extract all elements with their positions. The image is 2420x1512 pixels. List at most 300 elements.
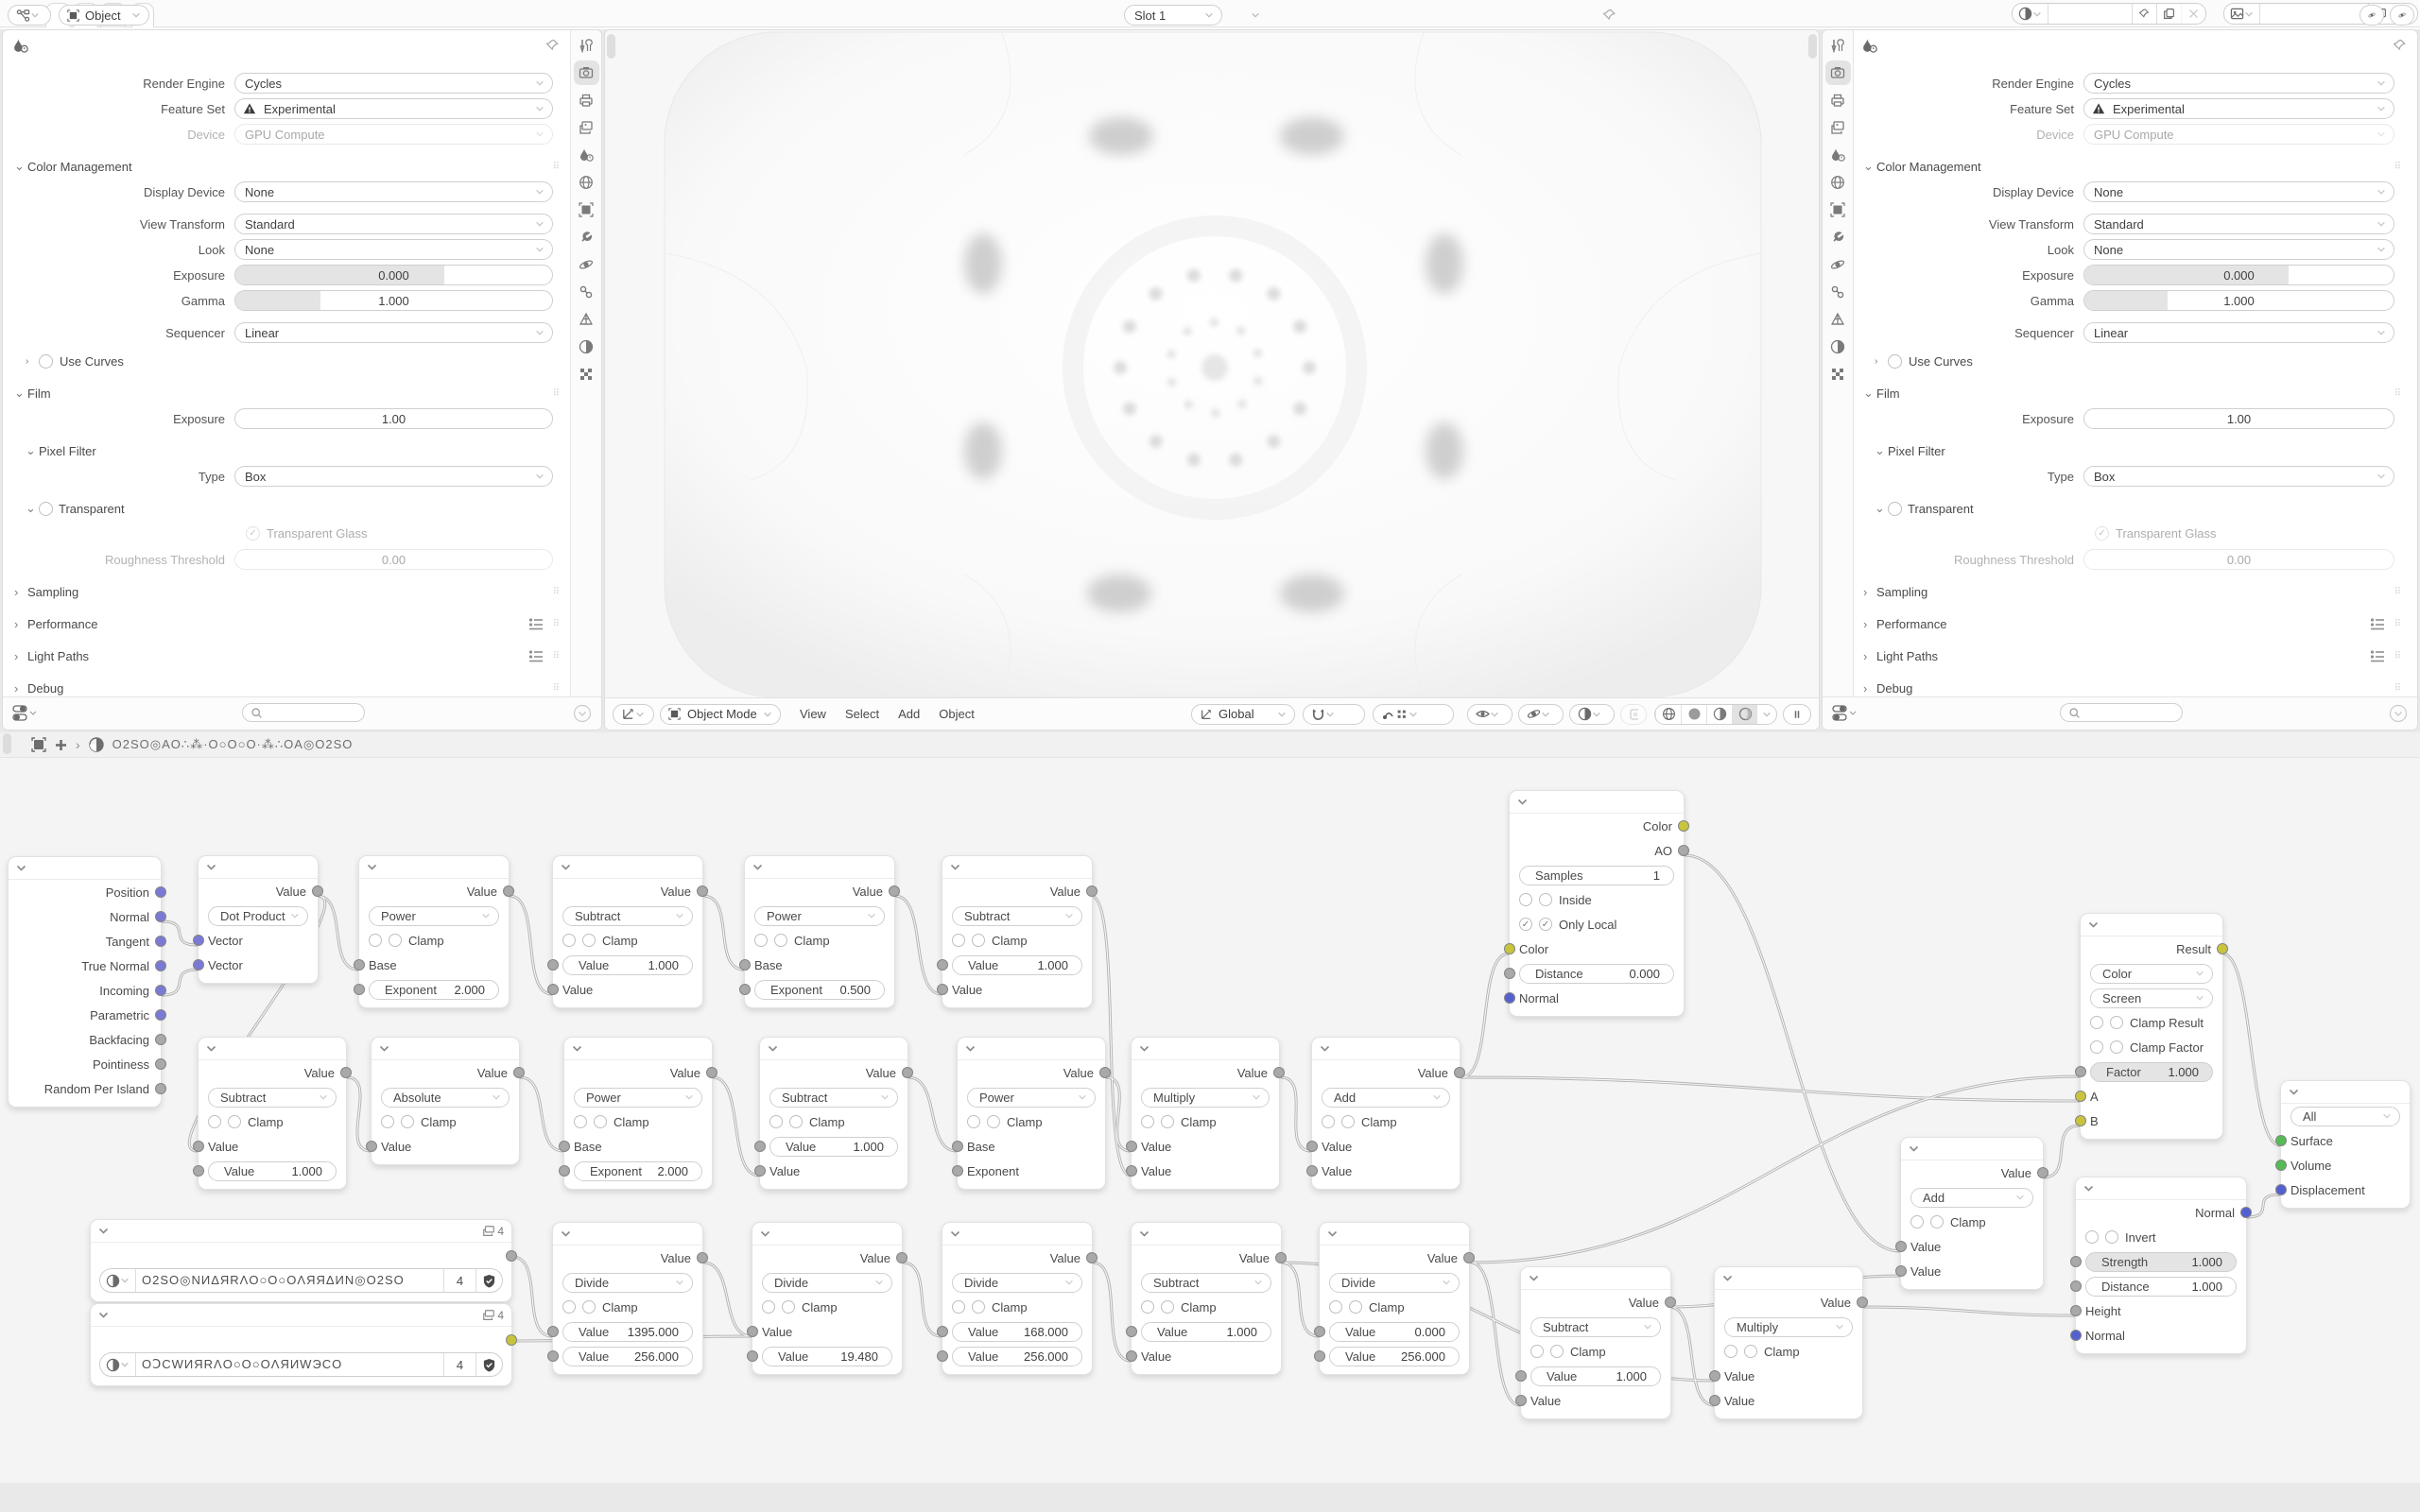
editor-type-button[interactable] [8, 5, 51, 26]
node-checkbox-clamp[interactable] [1322, 1115, 1335, 1128]
node-value-exponent[interactable] [369, 980, 499, 1000]
input-socket-distance[interactable] [1504, 968, 1515, 979]
output-socket-ao[interactable] [1678, 845, 1689, 856]
node-checkbox-clamp[interactable] [789, 1115, 803, 1128]
properties-tab-output[interactable] [1825, 88, 1851, 112]
section-checkbox[interactable] [1888, 502, 1902, 516]
node-value-value[interactable] [952, 1322, 1082, 1342]
node-header[interactable] [1510, 791, 1684, 814]
input-socket-value[interactable] [937, 1326, 948, 1337]
section-color-management[interactable] [1863, 156, 2402, 177]
output-socket-value[interactable] [513, 1067, 525, 1078]
node-checkbox-clamp[interactable] [1141, 1115, 1154, 1128]
input-socket-value[interactable] [547, 1350, 559, 1362]
node-header[interactable] [752, 1223, 902, 1246]
node-dropdown-divide[interactable] [762, 1273, 892, 1293]
dropdown-experimental[interactable] [234, 98, 553, 119]
node-dropdown-power[interactable] [754, 906, 885, 926]
node-bump[interactable] [2075, 1177, 2247, 1354]
output-socket-incoming[interactable] [155, 985, 166, 996]
input-socket-base[interactable] [952, 1141, 963, 1152]
dropdown-box[interactable] [234, 466, 553, 487]
node-dropdown-divide[interactable] [952, 1273, 1082, 1293]
use-curves-checkbox[interactable] [39, 354, 53, 369]
editor-type-button[interactable] [613, 704, 654, 725]
node-dropdown-dot-product[interactable] [208, 906, 308, 926]
node-checkbox-invert[interactable] [2105, 1230, 2118, 1244]
output-socket-value[interactable] [1454, 1067, 1465, 1078]
properties-tab-object[interactable] [1825, 198, 1851, 222]
pin-icon[interactable] [545, 38, 561, 53]
output-socket-value[interactable] [312, 885, 323, 897]
section-light-paths[interactable] [1863, 645, 2402, 666]
search-input[interactable] [242, 703, 365, 722]
node-power-2[interactable] [744, 855, 895, 1008]
region-toggle-node[interactable] [3, 733, 11, 754]
output-socket-value[interactable] [1086, 1252, 1098, 1263]
dropdown-gpu-compute[interactable] [234, 124, 553, 145]
node-header[interactable] [359, 856, 509, 879]
node-value-value[interactable] [1530, 1366, 1661, 1386]
node-value-value[interactable] [1329, 1322, 1460, 1342]
orientation-dropdown[interactable] [1191, 704, 1295, 725]
node-dropdown-multiply[interactable] [1724, 1317, 1853, 1337]
node-value-value[interactable] [562, 1347, 693, 1366]
shading-solid[interactable] [1681, 705, 1706, 724]
node-header[interactable] [2076, 1177, 2246, 1200]
node-checkbox-clamp[interactable] [972, 1300, 985, 1314]
viewport-3d[interactable] [604, 29, 1820, 730]
node-power-3[interactable] [563, 1037, 713, 1190]
input-socket-value[interactable] [1515, 1370, 1527, 1382]
node-divide-2[interactable] [752, 1222, 903, 1375]
input-socket-volume[interactable] [2275, 1160, 2287, 1171]
input-socket-value[interactable] [754, 1165, 766, 1177]
menu-object[interactable]: Object [939, 707, 975, 721]
slot-dropdown[interactable] [1124, 5, 1222, 26]
input-socket-value[interactable] [1709, 1370, 1720, 1382]
node-header[interactable] [1132, 1223, 1281, 1246]
node-value-strength[interactable] [2085, 1252, 2237, 1272]
output-socket[interactable] [506, 1334, 517, 1346]
node-header[interactable] [91, 1220, 511, 1243]
image-icon[interactable] [2224, 4, 2259, 24]
shading-dropdown[interactable] [1757, 710, 1776, 719]
dropdown-standard[interactable] [2083, 214, 2394, 234]
node-header[interactable] [1521, 1267, 1670, 1290]
properties-tab-modifier[interactable] [574, 225, 599, 249]
node-checkbox-clamp[interactable] [782, 1300, 795, 1314]
node-header[interactable] [91, 1304, 511, 1327]
node-header[interactable] [942, 1223, 1092, 1246]
node-checkbox-clamp[interactable] [769, 1115, 783, 1128]
section-debug[interactable] [1863, 678, 2402, 696]
menu-view[interactable]: View [800, 707, 826, 721]
pin-icon[interactable] [2393, 38, 2408, 53]
properties-tab-texture[interactable] [1825, 362, 1851, 387]
input-socket-vector[interactable] [193, 935, 204, 946]
node-subtract-3[interactable] [198, 1037, 347, 1190]
node-checkbox-clamp[interactable] [228, 1115, 241, 1128]
input-socket-value[interactable] [1314, 1350, 1325, 1362]
node-checkbox-clamp[interactable] [582, 934, 596, 947]
input-socket-value[interactable] [366, 1141, 377, 1152]
properties-tab-constraint[interactable] [1825, 280, 1851, 304]
node-value-distance[interactable] [2085, 1277, 2237, 1297]
input-socket-value[interactable] [1126, 1326, 1137, 1337]
region-toggle-right[interactable] [1808, 34, 1817, 59]
input-socket-value[interactable] [1515, 1395, 1527, 1406]
node-subtract-5[interactable] [1131, 1222, 1282, 1375]
output-socket-value[interactable] [1275, 1252, 1287, 1263]
node-checkbox-clamp[interactable] [987, 1115, 1000, 1128]
properties-tab-material[interactable] [1825, 335, 1851, 359]
properties-tab-viewlayer[interactable] [1825, 115, 1851, 140]
node-checkbox-only-local[interactable] [1539, 918, 1552, 931]
node-header[interactable] [2081, 914, 2222, 936]
node-checkbox-clamp[interactable] [381, 1115, 394, 1128]
node-dropdown-subtract[interactable] [562, 906, 693, 926]
node-value-value[interactable] [769, 1137, 898, 1157]
input-socket-value[interactable] [937, 984, 948, 995]
section-debug[interactable] [14, 678, 561, 696]
node-checkbox-clamp[interactable] [562, 934, 576, 947]
shader-node-editor[interactable] [0, 732, 2420, 1483]
node-value-value[interactable] [952, 1347, 1082, 1366]
output-socket-value[interactable] [1857, 1297, 1868, 1308]
node-value-value[interactable] [562, 1322, 693, 1342]
node-dropdown-power[interactable] [369, 906, 499, 926]
status-icon-1[interactable] [2360, 5, 2384, 26]
node-divide-1[interactable] [552, 1222, 703, 1375]
output-socket[interactable] [506, 1250, 517, 1262]
section-checkbox[interactable] [39, 502, 53, 516]
value-field-exposure[interactable] [2083, 408, 2394, 429]
node-checkbox-clamp[interactable] [582, 1300, 596, 1314]
input-socket-surface[interactable] [2275, 1135, 2287, 1146]
search-input[interactable] [2060, 703, 2183, 722]
section-pixel-filter[interactable] [26, 440, 561, 461]
node-add-1[interactable] [1311, 1037, 1461, 1190]
node-dropdown-subtract[interactable] [1530, 1317, 1661, 1337]
node-header[interactable] [942, 856, 1092, 879]
node-dropdown-divide[interactable] [1329, 1273, 1460, 1293]
input-socket-factor[interactable] [2075, 1066, 2086, 1077]
input-socket-vector[interactable] [193, 959, 204, 971]
node-header[interactable] [553, 1223, 702, 1246]
input-socket-base[interactable] [354, 959, 365, 971]
output-socket-value[interactable] [889, 885, 900, 897]
node-subtract-4[interactable] [759, 1037, 908, 1190]
close-icon[interactable] [2181, 4, 2205, 24]
node-header[interactable] [372, 1038, 519, 1060]
properties-tab-scene[interactable] [574, 143, 599, 167]
properties-tab-world[interactable] [574, 170, 599, 195]
image-name[interactable]: OↃCWИЯRΛO○O○OΛЯИWЭCO [135, 1353, 443, 1376]
snap-group[interactable] [1303, 704, 1365, 725]
output-socket-value[interactable] [697, 885, 708, 897]
value-field-gamma[interactable] [2083, 290, 2394, 311]
input-socket-value[interactable] [193, 1141, 204, 1152]
properties-tab-render[interactable] [1825, 60, 1851, 85]
subpanel-use-curves[interactable] [26, 351, 124, 371]
properties-tab-tool[interactable] [1825, 33, 1851, 58]
properties-tab-output[interactable] [574, 88, 599, 112]
node-checkbox-only-local[interactable] [1519, 918, 1532, 931]
shading-material[interactable] [1706, 705, 1732, 724]
properties-tab-viewlayer[interactable] [574, 115, 599, 140]
node-absolute[interactable] [371, 1037, 520, 1165]
subpanel-use-curves[interactable] [1875, 351, 1973, 371]
input-socket-value[interactable] [937, 959, 948, 971]
properties-tab-scene[interactable] [1825, 143, 1851, 167]
input-socket-value[interactable] [937, 1350, 948, 1362]
node-header[interactable] [199, 856, 318, 879]
mode-dropdown[interactable] [660, 704, 781, 725]
node-value-value[interactable] [762, 1347, 892, 1366]
section-film[interactable] [1863, 383, 2402, 404]
properties-tab-data[interactable] [574, 307, 599, 332]
xray-toggle[interactable] [1620, 704, 1647, 725]
node-header[interactable] [564, 1038, 712, 1060]
node-checkbox-clamp-result[interactable] [2110, 1016, 2123, 1029]
properties-tab-tool[interactable] [574, 33, 599, 58]
output-socket-value[interactable] [697, 1252, 708, 1263]
node-checkbox-clamp[interactable] [1910, 1215, 1924, 1228]
shading-wireframe[interactable] [1655, 705, 1681, 724]
input-socket-value[interactable] [1895, 1265, 1907, 1277]
node-dot-product[interactable] [198, 855, 319, 984]
node-dropdown-absolute[interactable] [381, 1088, 510, 1108]
node-subtract-6[interactable] [1520, 1266, 1671, 1419]
node-header[interactable] [1901, 1138, 2043, 1160]
input-socket-value[interactable] [1314, 1326, 1325, 1337]
node-multiply-2[interactable] [1714, 1266, 1863, 1419]
section-transparent[interactable] [26, 498, 561, 519]
input-socket-exponent[interactable] [952, 1165, 963, 1177]
section-sampling[interactable] [14, 581, 561, 602]
collapse-all-button[interactable] [2389, 704, 2408, 723]
node-checkbox-clamp[interactable] [1161, 1300, 1174, 1314]
pause-render-button[interactable] [1783, 704, 1811, 725]
input-socket-normal[interactable] [1504, 992, 1515, 1004]
output-socket-random-per-island[interactable] [155, 1083, 166, 1094]
dropdown-linear[interactable] [2083, 322, 2394, 343]
properties-tab-physics[interactable] [1825, 252, 1851, 277]
node-checkbox-clamp[interactable] [952, 1300, 965, 1314]
output-socket-parametric[interactable] [155, 1009, 166, 1021]
value-field-gamma[interactable] [234, 290, 553, 311]
node-geometry[interactable] [8, 856, 162, 1108]
preset-list-icon[interactable] [528, 617, 544, 630]
node-value-value[interactable] [1141, 1322, 1271, 1342]
value-field-roughness-threshold[interactable] [234, 549, 553, 570]
input-socket-base[interactable] [559, 1141, 570, 1152]
input-socket-value[interactable] [1709, 1395, 1720, 1406]
checkbox[interactable] [246, 526, 260, 541]
node-checkbox-clamp[interactable] [1341, 1115, 1355, 1128]
overlays-toggle[interactable] [1569, 704, 1615, 725]
dropdown-linear[interactable] [234, 322, 553, 343]
node-value-factor[interactable] [2090, 1062, 2213, 1082]
section-performance[interactable] [14, 613, 561, 634]
output-socket-result[interactable] [2217, 943, 2228, 954]
input-socket-value[interactable] [547, 984, 559, 995]
node-checkbox-clamp[interactable] [967, 1115, 980, 1128]
input-socket-value[interactable] [547, 959, 559, 971]
node-header[interactable] [760, 1038, 908, 1060]
checkbox[interactable] [2095, 526, 2109, 541]
properties-tab-texture[interactable] [574, 362, 599, 387]
node-dropdown-screen[interactable] [2090, 988, 2213, 1008]
visibility-eye[interactable] [1467, 704, 1512, 725]
node-header[interactable] [958, 1038, 1105, 1060]
dropdown-none[interactable] [2083, 239, 2394, 260]
check-transparent-glass[interactable] [2095, 523, 2216, 543]
node-checkbox-clamp[interactable] [1744, 1345, 1757, 1358]
input-socket-exponent[interactable] [559, 1165, 570, 1177]
shading-rendered[interactable] [1732, 705, 1757, 724]
properties-tab-material[interactable] [574, 335, 599, 359]
proportional-editing-group[interactable] [1373, 704, 1454, 725]
dropdown-none[interactable] [2083, 181, 2394, 202]
output-socket-value[interactable] [1665, 1297, 1676, 1308]
node-checkbox-clamp[interactable] [1141, 1300, 1154, 1314]
node-checkbox-clamp[interactable] [1161, 1115, 1174, 1128]
node-header[interactable] [1312, 1038, 1460, 1060]
section-color-management[interactable] [14, 156, 561, 177]
value-field-roughness-threshold[interactable] [2083, 549, 2394, 570]
input-socket-distance[interactable] [2070, 1280, 2082, 1292]
image-icon[interactable] [100, 1269, 135, 1292]
properties-tab-constraint[interactable] [574, 280, 599, 304]
material-icon[interactable] [2013, 4, 2048, 24]
node-dropdown-multiply[interactable] [1141, 1088, 1270, 1108]
input-socket-color[interactable] [1504, 943, 1515, 954]
output-socket-value[interactable] [1086, 885, 1098, 897]
input-socket-strength[interactable] [2070, 1256, 2082, 1267]
dropdown-none[interactable] [234, 239, 553, 260]
node-checkbox-clamp[interactable] [1724, 1345, 1737, 1358]
node-subtract-1[interactable] [552, 855, 703, 1008]
input-socket-base[interactable] [739, 959, 751, 971]
section-sampling[interactable] [1863, 581, 2402, 602]
value-field-exposure[interactable] [234, 408, 553, 429]
node-checkbox-clamp[interactable] [1550, 1345, 1564, 1358]
node-checkbox-clamp[interactable] [208, 1115, 221, 1128]
node-checkbox-clamp[interactable] [369, 934, 382, 947]
copy-icon[interactable] [2156, 4, 2181, 24]
properties-tab-world[interactable] [1825, 170, 1851, 195]
gizmo-toggle[interactable] [1518, 704, 1564, 725]
node-image-texture-2[interactable] [90, 1303, 512, 1386]
input-socket-value[interactable] [1895, 1241, 1907, 1252]
node-power-1[interactable] [358, 855, 510, 1008]
node-checkbox-clamp[interactable] [1530, 1345, 1544, 1358]
fake-user-shield-icon[interactable] [475, 1353, 502, 1376]
node-dropdown-subtract[interactable] [769, 1088, 898, 1108]
properties-tab-modifier[interactable] [1825, 225, 1851, 249]
input-socket-value[interactable] [1306, 1141, 1318, 1152]
node-header[interactable] [745, 856, 894, 879]
output-socket-value[interactable] [706, 1067, 717, 1078]
menu-select[interactable]: Select [844, 707, 880, 721]
preset-list-icon[interactable] [2370, 617, 2385, 630]
section-transparent[interactable] [1875, 498, 2402, 519]
node-material-output[interactable] [2280, 1080, 2411, 1209]
node-header[interactable] [1320, 1223, 1469, 1246]
image-name[interactable]: O2SO◎NИΔЯRΛO○O○OΛЯЯΔИN◎O2SO [135, 1269, 443, 1292]
output-socket-value[interactable] [503, 885, 514, 897]
id-name-field[interactable] [2048, 4, 2132, 24]
menu-add[interactable]: Add [898, 707, 921, 721]
node-dropdown-power[interactable] [574, 1088, 702, 1108]
input-socket-b[interactable] [2075, 1115, 2086, 1126]
output-socket-normal[interactable] [2240, 1207, 2252, 1218]
output-socket-value[interactable] [896, 1252, 908, 1263]
output-socket-position[interactable] [155, 886, 166, 898]
preset-list-icon[interactable] [2370, 649, 2385, 662]
dropdown-cycles[interactable] [234, 73, 553, 94]
check-transparent-glass[interactable] [246, 523, 367, 543]
node-header[interactable] [1132, 1038, 1279, 1060]
dropdown-box[interactable] [2083, 466, 2394, 487]
node-checkbox-clamp[interactable] [389, 934, 402, 947]
fake-user-shield-icon[interactable] [475, 1269, 502, 1292]
node-power-4[interactable] [957, 1037, 1106, 1190]
node-checkbox-invert[interactable] [2085, 1230, 2099, 1244]
properties-tab-physics[interactable] [574, 252, 599, 277]
node-dropdown-subtract[interactable] [208, 1088, 337, 1108]
filter-toggle-icon[interactable] [12, 704, 37, 723]
node-value-value[interactable] [562, 955, 693, 975]
node-checkbox-inside[interactable] [1519, 893, 1532, 906]
node-dropdown-add[interactable] [1322, 1088, 1450, 1108]
input-socket-height[interactable] [2070, 1305, 2082, 1316]
collapse-all-button[interactable] [573, 704, 592, 723]
node-checkbox-inside[interactable] [1539, 893, 1552, 906]
output-socket-value[interactable] [1273, 1067, 1285, 1078]
input-socket-value[interactable] [1306, 1165, 1318, 1177]
output-socket-value[interactable] [340, 1067, 352, 1078]
section-light-paths[interactable] [14, 645, 561, 666]
properties-tab-data[interactable] [1825, 307, 1851, 332]
node-dropdown-power[interactable] [967, 1088, 1096, 1108]
image-user-count[interactable]: 4 [443, 1269, 475, 1292]
section-film[interactable] [14, 383, 561, 404]
node-checkbox-clamp[interactable] [1930, 1215, 1944, 1228]
pin-icon[interactable] [1602, 8, 1617, 23]
input-socket-value[interactable] [193, 1165, 204, 1177]
node-checkbox-clamp[interactable] [1349, 1300, 1362, 1314]
region-toggle-left[interactable] [607, 34, 615, 59]
value-field-exposure[interactable] [234, 265, 553, 285]
input-socket-exponent[interactable] [354, 984, 365, 995]
node-checkbox-clamp[interactable] [972, 934, 985, 947]
node-header[interactable] [1715, 1267, 1862, 1290]
output-socket-backfacing[interactable] [155, 1034, 166, 1045]
dropdown-experimental[interactable] [2083, 98, 2394, 119]
dropdown-cycles[interactable] [2083, 73, 2394, 94]
node-multiply-1[interactable] [1131, 1037, 1280, 1190]
output-socket-color[interactable] [1678, 820, 1689, 832]
node-dropdown-color[interactable] [2090, 964, 2213, 984]
input-socket-displacement[interactable] [2275, 1184, 2287, 1195]
node-header[interactable] [9, 857, 161, 880]
input-socket-value[interactable] [747, 1350, 758, 1362]
id-name-field[interactable] [2259, 4, 2368, 24]
node-checkbox-clamp[interactable] [754, 934, 768, 947]
